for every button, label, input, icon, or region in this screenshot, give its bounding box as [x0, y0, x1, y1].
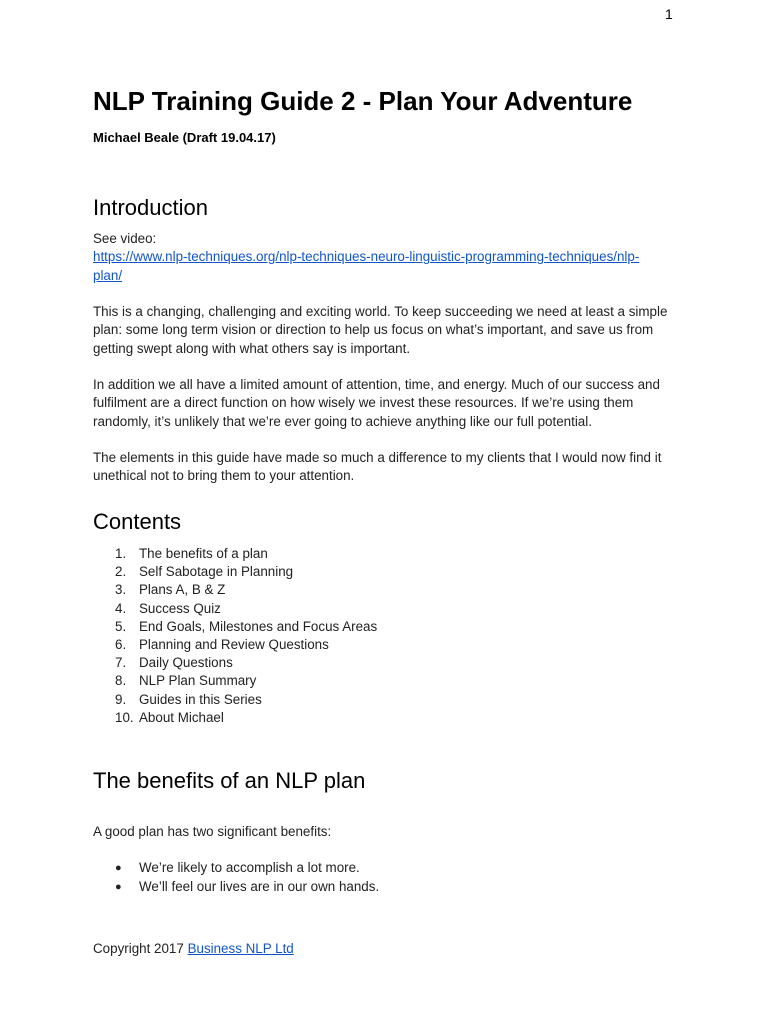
contents-item-label: Success Quiz [139, 600, 221, 616]
contents-item[interactable] [93, 709, 377, 727]
intro-paragraph-1: This is a changing, challenging and exciting world. To keep succeeding we need at least a simple plan: some long term vision or direction to help us focus on what’s important, and save us from getting swept along with what others say is important. [93, 304, 668, 356]
contents-item-label: Self Sabotage in Planning [139, 564, 294, 580]
contents-item-number: 2. [115, 564, 127, 580]
company-link[interactable]: Business NLP Ltd [187, 941, 294, 956]
contents-item-label: End Goals, Milestones and Focus Areas [139, 618, 378, 634]
benefits-heading: The benefits of an NLP plan [93, 768, 366, 793]
contents-item-number: 3. [115, 582, 127, 598]
footer [93, 941, 294, 956]
contents-item-label: About Michael [139, 709, 224, 725]
list-item-text: We’re likely to accomplish a lot more. [139, 860, 360, 875]
contents-item-number: 4. [115, 600, 127, 616]
document-title: NLP Training Guide 2 - Plan Your Adventure [93, 86, 633, 116]
contents-item-label: Guides in this Series [139, 691, 262, 707]
introduction-heading: Introduction [93, 195, 208, 220]
contents-item-label: Planning and Review Questions [139, 636, 329, 652]
contents-item-number: 8. [115, 673, 127, 689]
contents-item-label: Plans A, B & Z [139, 582, 226, 598]
contents-item-label: Daily Questions [139, 655, 233, 671]
contents-item-label: The benefits of a plan [139, 546, 268, 561]
page-number: 1 [665, 6, 673, 22]
document-subtitle: Michael Beale (Draft 19.04.17) [93, 130, 276, 145]
contents-item[interactable] [93, 618, 377, 636]
list-item [93, 859, 379, 878]
contents-list [93, 545, 377, 727]
video-link-line1[interactable]: https://www.nlp-techniques.org/nlp-techniques-neuro-linguistic-programming-techniques/nlp- [93, 249, 640, 265]
contents-item-number: 1. [115, 546, 127, 561]
contents-item[interactable] [93, 600, 377, 618]
benefits-list [93, 859, 379, 896]
contents-item[interactable] [93, 581, 377, 599]
contents-item-number: 6. [115, 636, 127, 652]
contents-item-number: 10. [115, 709, 134, 725]
see-video-label: See video: [93, 231, 157, 246]
contents-item[interactable] [93, 545, 377, 563]
list-item-text: We’ll feel our lives are in our own hands. [139, 878, 380, 894]
benefits-intro: A good plan has two significant benefits: [93, 824, 332, 839]
contents-item[interactable] [93, 691, 377, 709]
contents-item-label: NLP Plan Summary [139, 673, 257, 689]
contents-item-number: 5. [115, 618, 127, 634]
contents-item-number: 7. [115, 655, 127, 671]
contents-item-number: 9. [115, 691, 127, 707]
contents-item[interactable] [93, 672, 377, 690]
contents-heading: Contents [93, 509, 182, 534]
contents-item[interactable] [93, 654, 377, 672]
copyright-text: Copyright 2017 [93, 941, 184, 956]
bullet-icon: ● [115, 862, 122, 874]
list-item [93, 878, 379, 897]
contents-item[interactable] [93, 636, 377, 654]
video-link[interactable] [93, 248, 683, 285]
video-reference [93, 230, 683, 285]
intro-paragraph-2: In addition we all have a limited amount of attention, time, and energy. Much of our success and fulfilment are a direct function on how wisely we invest these resources. If we’re using them randomly, it’s unlikely that we’re ever going to achieve anything like our full potential. [93, 377, 660, 429]
video-link-line2[interactable]: plan/ [93, 267, 123, 283]
intro-paragraph-3: The elements in this guide have made so much a difference to my clients that I would now find it unethical not to bring them to your attention. [93, 450, 662, 484]
bullet-icon: ● [115, 880, 122, 893]
contents-item[interactable] [93, 563, 377, 581]
